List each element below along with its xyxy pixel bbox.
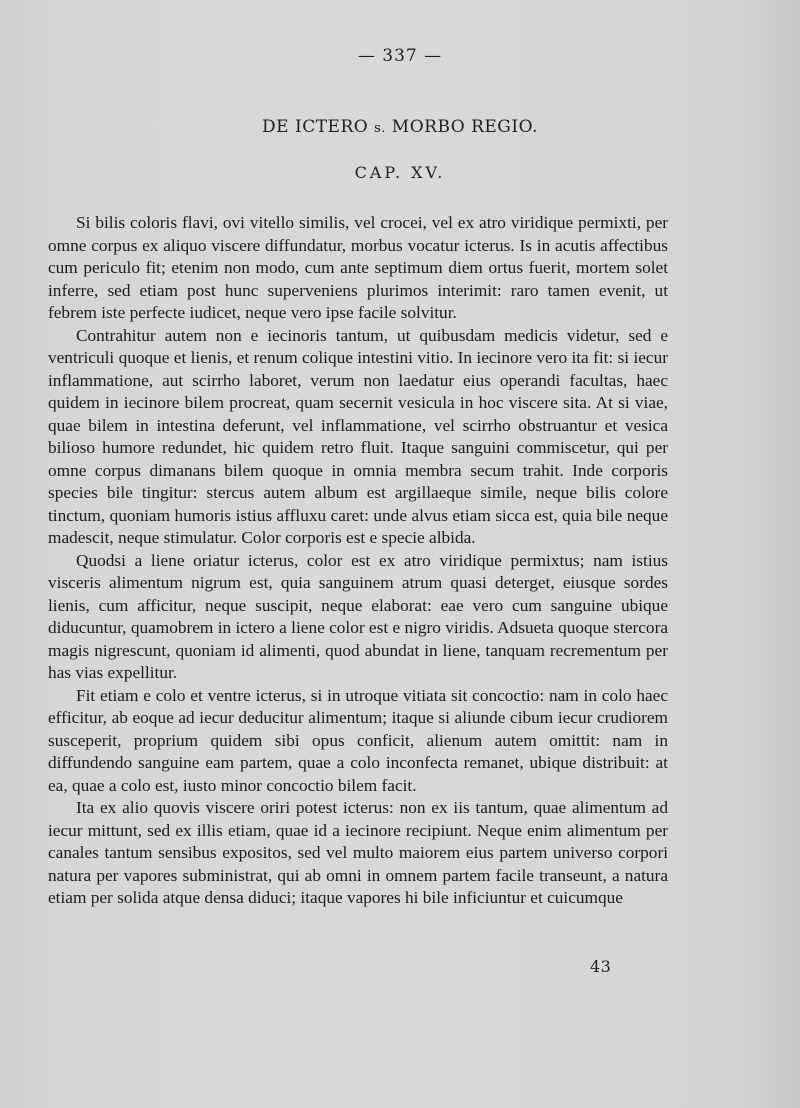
paragraph-4: Fit etiam e colo et ventre icterus, si in utroque vitiata sit concoctio: nam in colo haec efficitur, ab eoque ad iecur deducitur alimentum; itaque si aliunde cibum iecur crudiorem susceperit, proprium quidem sibi opus conficit, alienum autem omittit: nam in diffundendo sanguine eam partem, quae a colo inconfecta remanet, ubique distribuit: at ea, quae a colo est, iusto minor concoctio bilem facit. [48,685,668,795]
title-abbrev: s. [374,121,386,136]
title-main: DE ICTERO [262,117,375,137]
section-title [0,117,800,137]
paragraph-3: Quodsi a liene oriatur icterus, color est ex atro viridique permixtus; nam istius visceris alimentum nigrum est, quia sanguinem atrum quasi deterget, eiusque sordes lienis, cum afficitur, neque suscipit, neque elaborat: eae vero cum sanguine ubique diducuntur, quamobrem in ictero a liene color est e nigro viridis. Adsueta quoque stercora magis nigrescunt, quoniam id alimenti, quod abundat in liene, tanquam recrementum per has vias expellitur. [48,550,668,682]
paragraph-1: Si bilis coloris flavi, ovi vitello similis, vel crocei, vel ex atro viridique permixti, per omne corpus ex aliquo viscere diffundatur, morbus vocatur icterus. Is in acutis affectibus cum periculo fit; etenim non modo, cum ante septimum diem ortus fuerit, mortem solet inferre, sed etiam post hunc superveniens plurimos interimit: raro tamen evenit, ut febrem iste perfecte iudicet, neque vero ipse facile solvitur. [48,213,668,322]
paragraph-5: Ita ex alio quovis viscere oriri potest icterus: non ex iis tantum, quae alimentum ad iecur mittunt, sed ex illis etiam, quae id a iecinore recipiunt. Neque enim alimentum per canales tantum sensibus expositos, sed vel multo maiorem eius partem universo corpori natura per vapores subministrat, qui ab omni in omnem partem facile transeunt, a natura etiam per solida atque densa diduci; itaque vapores hi bile inficiuntur et cuicumque [48,798,668,907]
paragraph-2: Contrahitur autem non e iecinoris tantum, ut quibusdam medicis videtur, sed e ventriculi quoque et lienis, et renum colique intestini vitio. In iecinore vero ita fit: si iecur inflammatione, aut scirrho laboret, verum non laedatur eius operandi facultas, haec quidem in iecinore bilem procreat, quam secernit vesicula in hoc viscere sita. At si viae, quae bilem in intestina deferunt, vel inflammatione, vel scirrho obstruantur et vesica bilioso humore redundet, hic quidem retro fluit. Itaque sanguini commiscetur, qui per omne corpus dimanans bilem quoque in omnia membra secum trahit. Inde corporis species bile tingitur: stercus autem album est argillaeque simile, neque bilis colore tinctum, quoniam humoris istius affluxu caret: unde alvus etiam sicca est, quia bile neque madescit, neque stimulatur. Color corporis est e specie albida. [48,325,668,547]
body-text [48,212,668,910]
title-rest: MORBO REGIO. [385,117,538,137]
page-number: — 337 — [357,46,443,66]
chapter-heading: CAP. XV. [354,163,446,182]
signature-mark: 43 [590,957,612,976]
